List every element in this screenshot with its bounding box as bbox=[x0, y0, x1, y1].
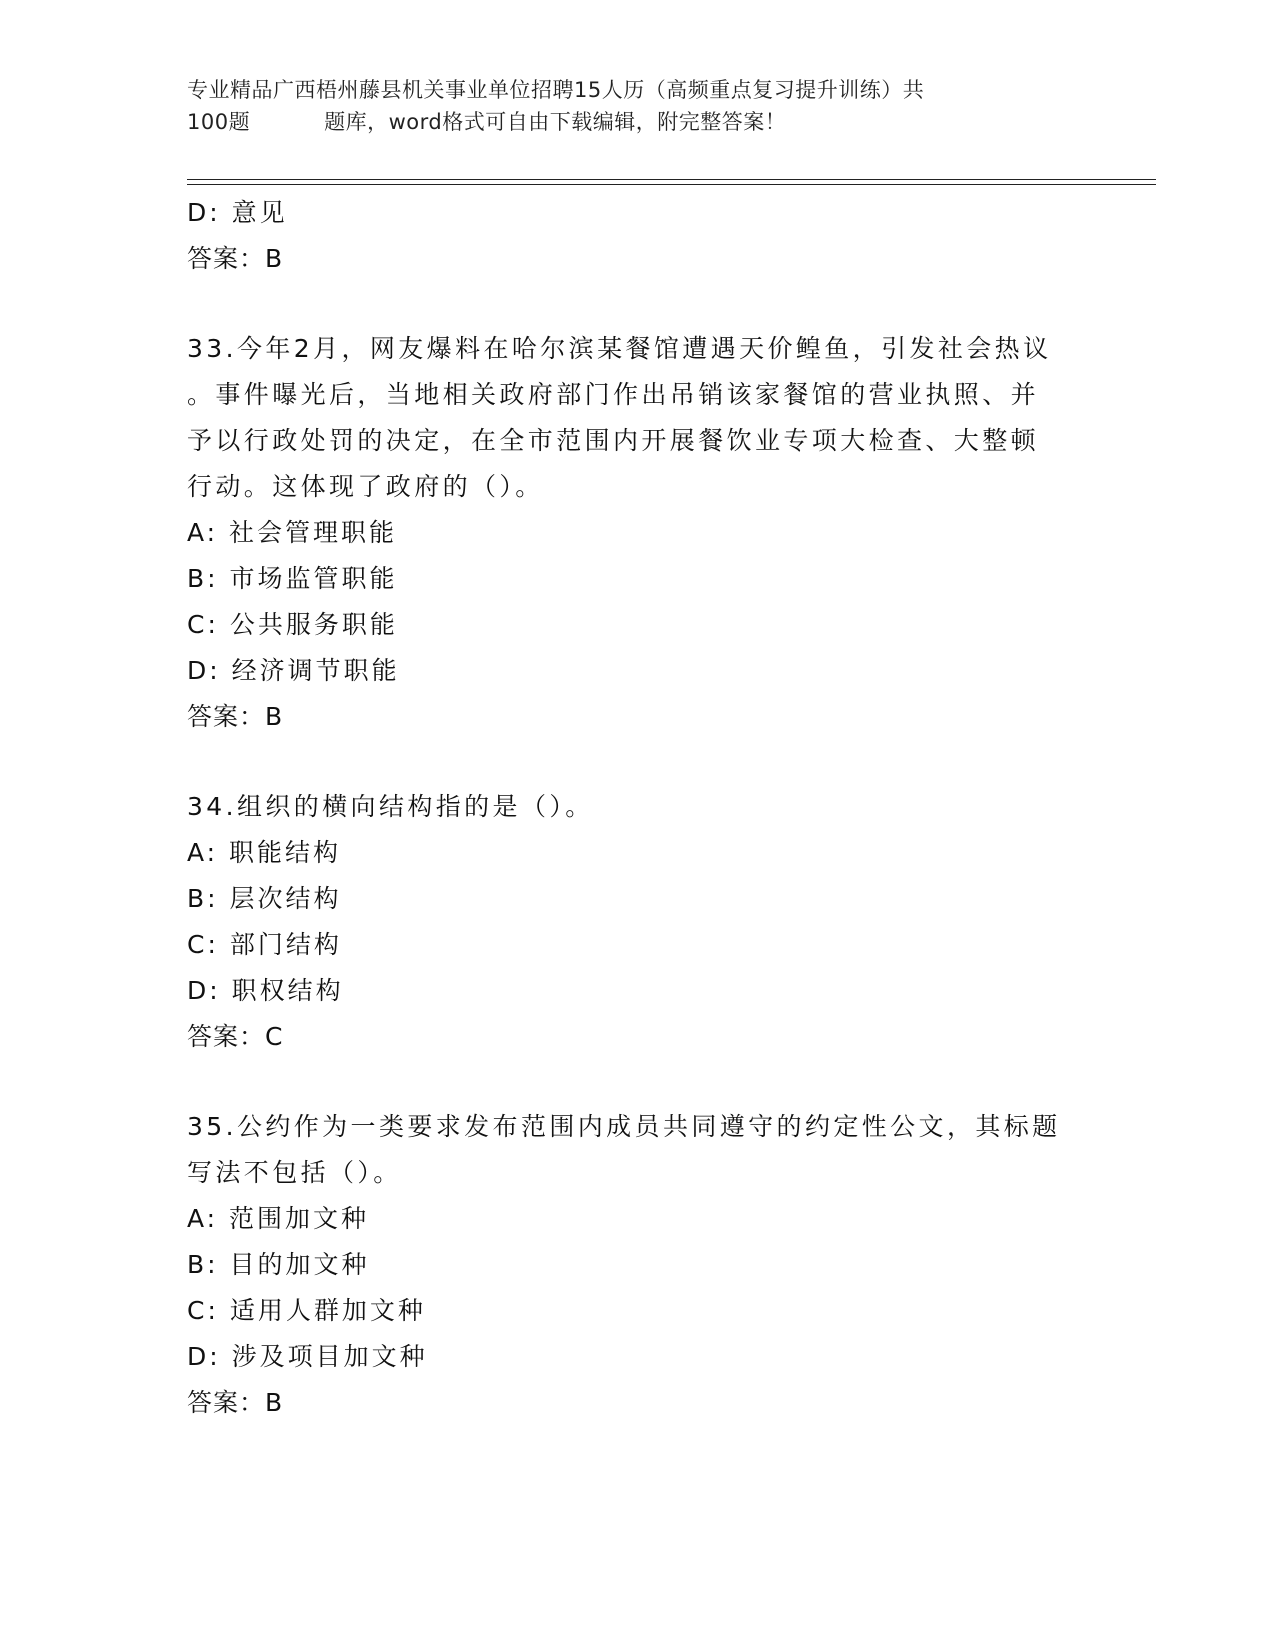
question-33 bbox=[187, 326, 1087, 740]
answer-line: 答案：C bbox=[187, 1022, 284, 1051]
question-content bbox=[187, 190, 1087, 1426]
answer-line: 答案：B bbox=[187, 1388, 284, 1417]
header-line-1: 专业精品广西梧州藤县机关事业单位招聘15人历（高频重点复习提升训练）共 bbox=[187, 78, 925, 102]
option-b: B: 市场监管职能 bbox=[187, 564, 398, 593]
header-line-2-part-1: 100题 bbox=[187, 110, 251, 134]
question-text-line: 33.今年2月，网友爆料在哈尔滨某餐馆遭遇天价鳇鱼，引发社会热议 bbox=[187, 334, 1052, 363]
question-text-line: 。事件曝光后，当地相关政府部门作出吊销该家餐馆的营业执照、并 bbox=[187, 380, 1040, 409]
question-text-line: 写法不包括（）。 bbox=[187, 1158, 402, 1187]
header-line-2 bbox=[187, 106, 1067, 138]
question-text bbox=[187, 784, 1087, 830]
question-text-line: 35.公约作为一类要求发布范围内成员共同遵守的约定性公文，其标题 bbox=[187, 1112, 1061, 1141]
question-text bbox=[187, 326, 1087, 510]
option-b: B: 目的加文种 bbox=[187, 1250, 370, 1279]
header-line-2-part-2: 题库，word格式可自由下载编辑，附完整答案！ bbox=[324, 110, 787, 134]
option-c: C: 适用人群加文种 bbox=[187, 1296, 426, 1325]
option-d: D: 涉及项目加文种 bbox=[187, 1342, 428, 1371]
header-divider-top bbox=[187, 179, 1156, 180]
page-header bbox=[187, 74, 1067, 138]
question-text bbox=[187, 1104, 1087, 1196]
option-b: B: 层次结构 bbox=[187, 884, 342, 913]
option-c: C: 公共服务职能 bbox=[187, 610, 398, 639]
question-34 bbox=[187, 784, 1087, 1060]
option-d: D: 职权结构 bbox=[187, 976, 344, 1005]
option-a: A: 范围加文种 bbox=[187, 1204, 370, 1233]
header-divider-bottom bbox=[187, 184, 1156, 185]
question-text-line: 行动。这体现了政府的（）。 bbox=[187, 472, 544, 501]
option-d: D: 经济调节职能 bbox=[187, 656, 400, 685]
question-35 bbox=[187, 1104, 1087, 1426]
option-a: A: 社会管理职能 bbox=[187, 518, 398, 547]
option-a: A: 职能结构 bbox=[187, 838, 342, 867]
question-text-line: 予以行政处罚的决定，在全市范围内开展餐饮业专项大检查、大整顿 bbox=[187, 426, 1040, 455]
answer-line: 答案：B bbox=[187, 702, 284, 731]
option-c: C: 部门结构 bbox=[187, 930, 342, 959]
answer-line: 答案：B bbox=[187, 244, 284, 273]
prev-question-tail bbox=[187, 190, 1087, 282]
option-d: D: 意见 bbox=[187, 198, 288, 227]
question-text-line: 34.组织的横向结构指的是（）。 bbox=[187, 792, 594, 821]
